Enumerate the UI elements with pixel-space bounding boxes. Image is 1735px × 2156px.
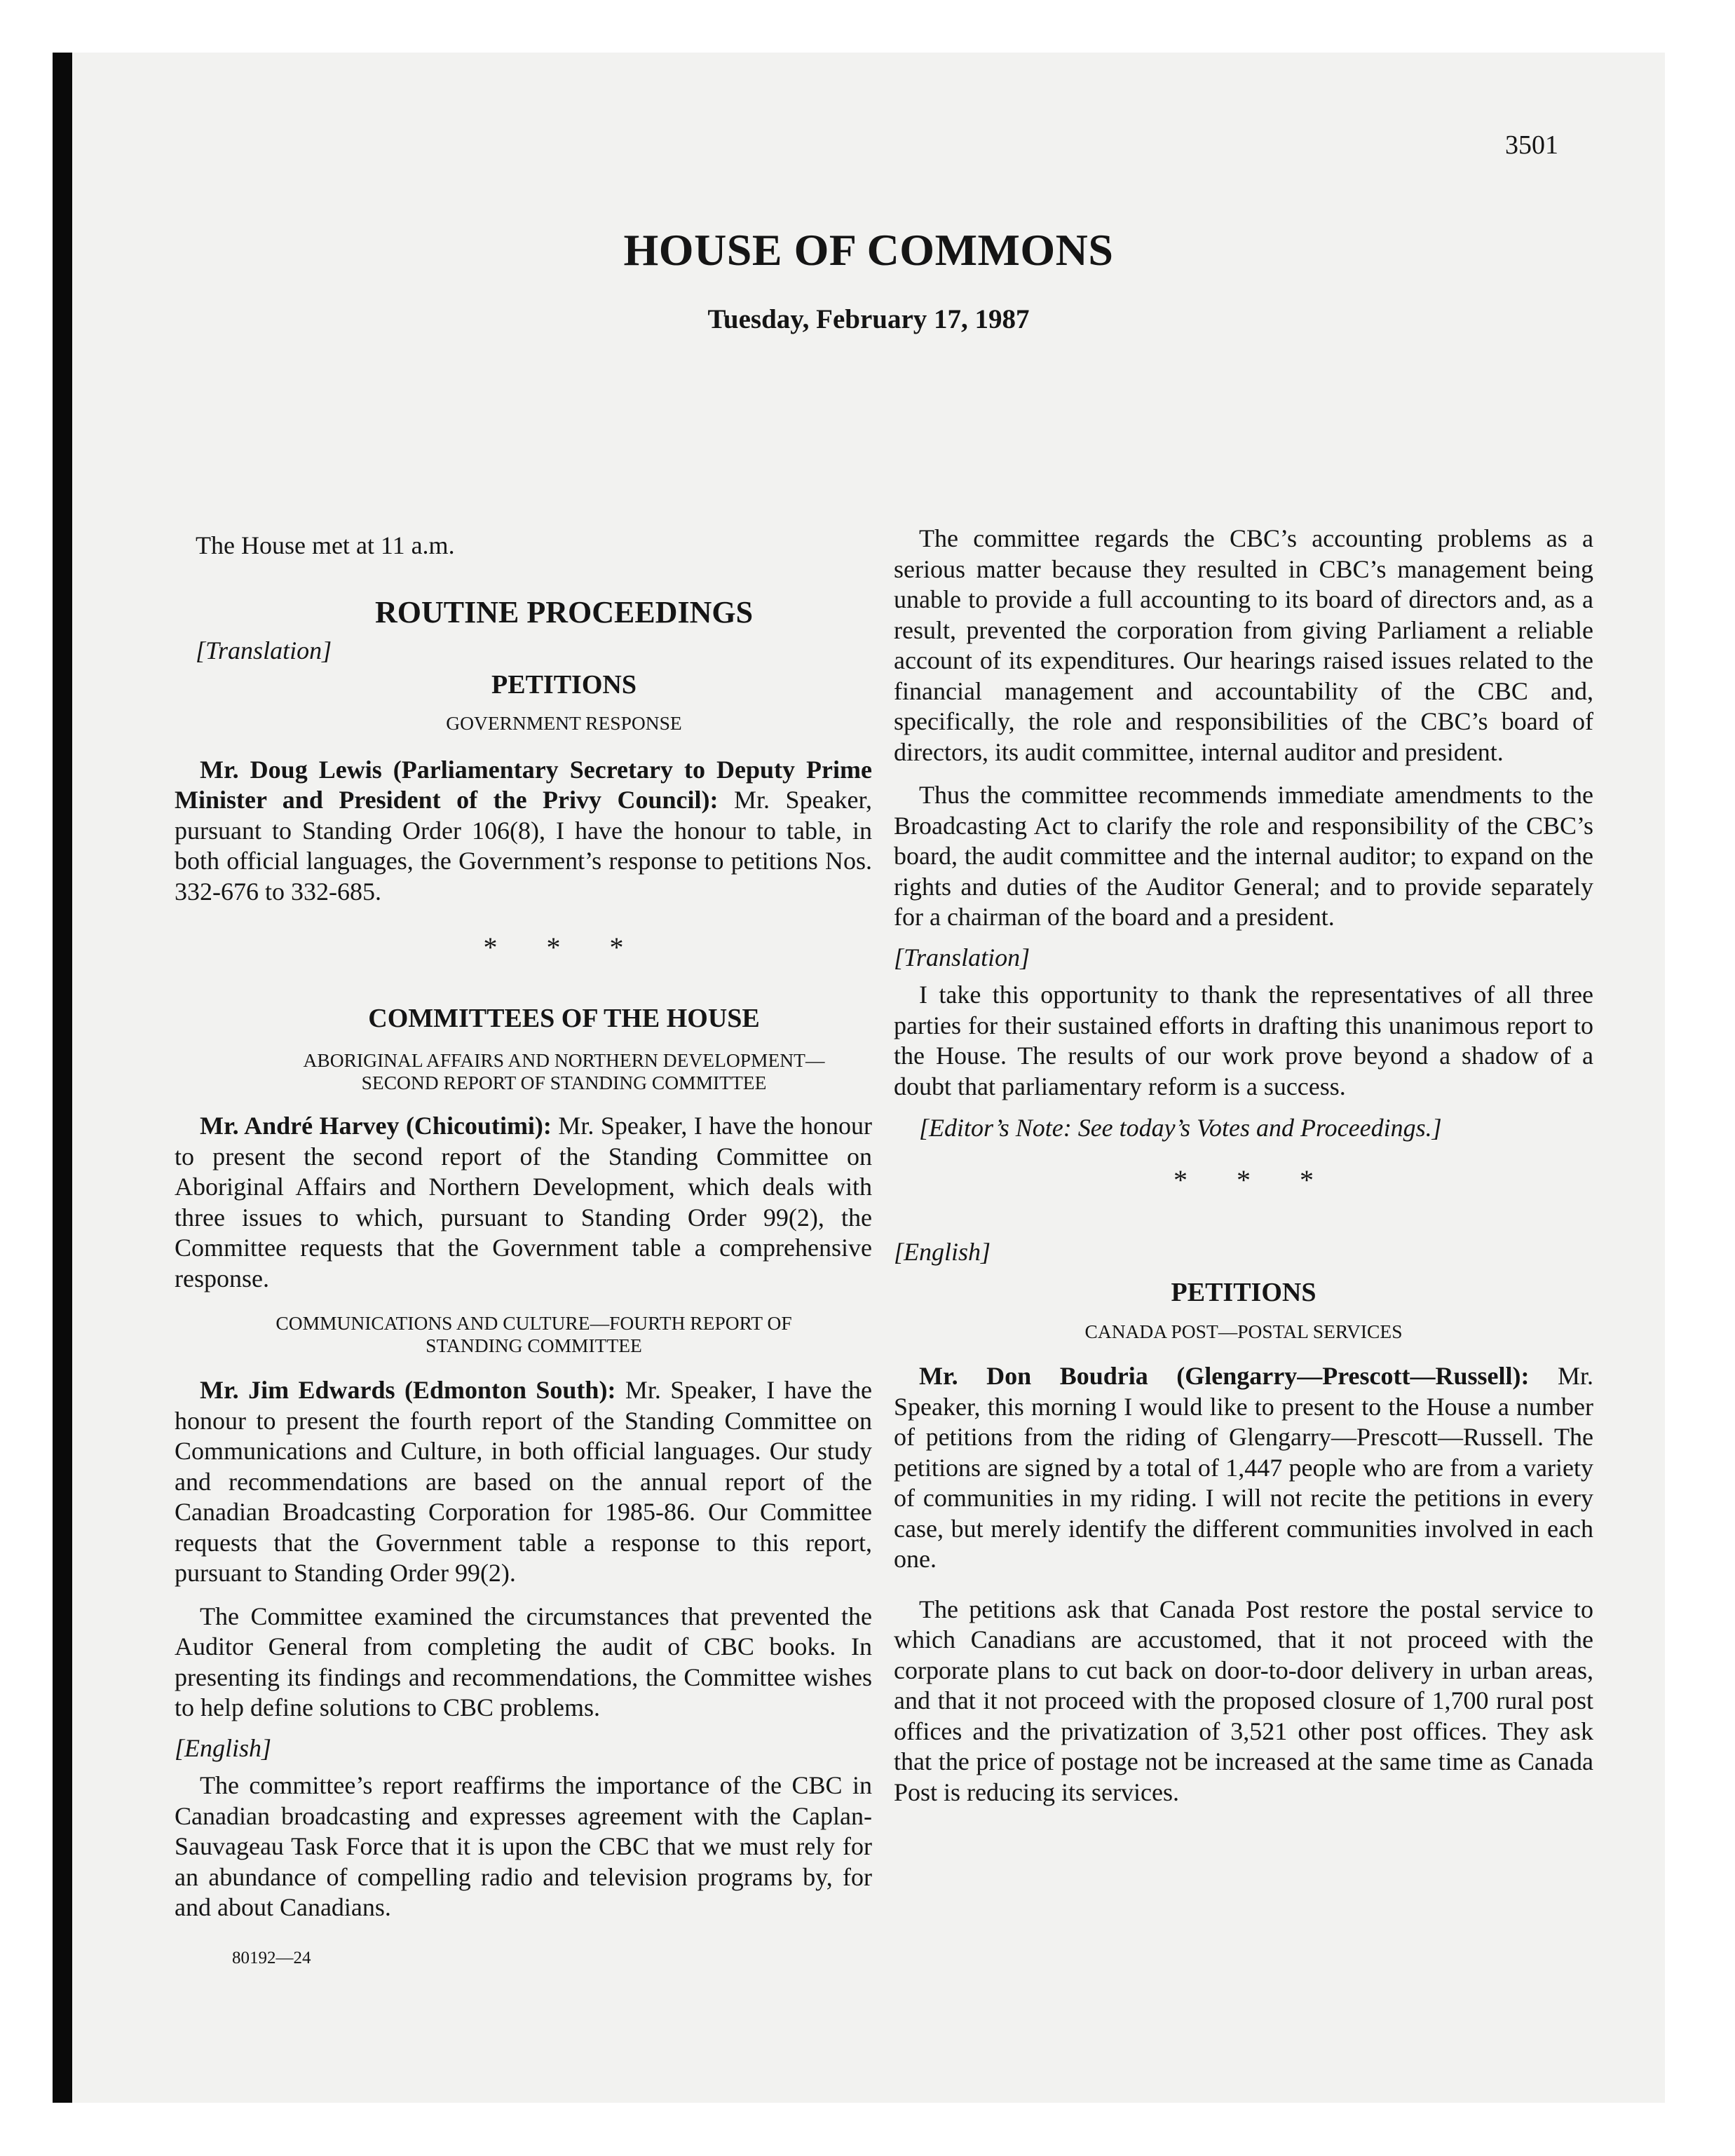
- house-met-line: The House met at 11 a.m.: [196, 531, 455, 559]
- statement-text: Mr. Speaker, I have the honour to present the second report of the Standing Committee on Aboriginal Affairs and Northern Development, which deals with three issues to which, pursuant to Standing Order 99(2), the Committee requests that the Government table a comprehensive response.: [175, 1112, 872, 1292]
- scan-border: [53, 53, 72, 2103]
- page-code: 80192—24: [232, 1949, 311, 1967]
- statement-text: Mr. Speaker, pursuant to Standing Order 106(8), I have the honour to table, in both official languages, the Government’s response to petitions Nos. 332-676 to 332-685.: [175, 786, 872, 906]
- committees-heading: COMMITTEES OF THE HOUSE: [368, 1003, 760, 1033]
- section-separator: * * *: [1173, 1164, 1335, 1196]
- accounting-paragraph: The committee regards the CBC’s accounting problems as a serious matter because they resulted in CBC’s management being unable to provide a full accounting to its board of directors and, as a result, prevented the corporation from giving Parliament a reliable account of its expenditures. Our hearings raised issues related to the financial management and accountability of the CBC and, specifically, the role and responsibilities of the CBC’s board of directors, its audit committee, internal auditor and president.: [894, 524, 1593, 766]
- section-separator: * * *: [483, 932, 645, 963]
- thanks-paragraph: I take this opportunity to thank the representatives of all three parties for their sustained efforts in drafting this unanimous report to the House. The results of our work prove beyond a shadow of a doubt that parliamentary reform is a success.: [894, 981, 1593, 1100]
- hansard-page: [72, 53, 1665, 2103]
- subheading-line: ABORIGINAL AFFAIRS AND NORTHERN DEVELOPMENT—: [303, 1049, 825, 1071]
- subheading-line: STANDING COMMITTEE: [426, 1335, 642, 1356]
- report-reaffirms-paragraph: The committee’s report reaffirms the importance of the CBC in Canadian broadcasting and expresses agreement with the Caplan-Sauvageau Task Force that it is upon the CBC that we must rely for an abundance of compelling radio and television programs by, for and about Canadians.: [175, 1771, 872, 1921]
- right-column: [894, 463, 1593, 1808]
- petitions-ask-paragraph: The petitions ask that Canada Post restore the postal service to which Canadians are accustomed, that it not proceed with the corporate plans to cut back on door-to-door delivery in urban areas, and that it not proceed with the proposed closure of 1,700 rural post offices and the privatization of 3,521 other post offices. They ask that the price of postage not be increased at the same time as Canada Post is reducing its services.: [894, 1595, 1593, 1806]
- committee-examined-paragraph: The Committee examined the circumstances that prevented the Auditor General from completing the audit of CBC books. In presenting its findings and recommendations, the Committee wishes to help define solutions to CBC problems.: [175, 1602, 872, 1721]
- petitions-heading: PETITIONS: [1171, 1277, 1316, 1307]
- edwards-statement: [175, 1375, 872, 1589]
- english-marker: [English]: [175, 1733, 272, 1762]
- translation-marker: [Translation]: [196, 636, 332, 664]
- subheading-line: SECOND REPORT OF STANDING COMMITTEE: [361, 1072, 767, 1093]
- harvey-statement: [175, 1111, 872, 1294]
- routine-proceedings-heading: ROUTINE PROCEEDINGS: [374, 594, 754, 629]
- lewis-statement: [175, 755, 872, 908]
- amendments-paragraph: Thus the committee recommends immediate amendments to the Broadcasting Act to clarify the role and responsibility of the CBC’s board, the audit committee and the internal auditor; to expand on the rights and duties of the Auditor General; and to provide separately for a chairman of the board and a president.: [894, 781, 1593, 931]
- government-response-subheading: GOVERNMENT RESPONSE: [446, 711, 682, 734]
- sitting-date: Tuesday, February 17, 1987: [707, 304, 1030, 334]
- statement-text: Mr. Speaker, this morning I would like to present to the House a number of petitions from the riding of Glengarry—Prescott—Russell. The petitions are signed by a total of 1,447 people who are from a variety of communities in my riding. I will not recite the petitions in every case, but merely identify the different communities involved in each one.: [894, 1362, 1593, 1573]
- speaker-name: Mr. André Harvey (Chicoutimi):: [200, 1112, 552, 1140]
- speaker-name: Mr. Doug Lewis (Parliamentary Secretary to Deputy Prime Minister and President of the Privy Council):: [175, 755, 872, 814]
- left-column: [175, 463, 872, 1923]
- speaker-name: Mr. Don Boudria (Glengarry—Prescott—Russell):: [919, 1362, 1530, 1390]
- subheading-line: COMMUNICATIONS AND CULTURE—FOURTH REPORT OF: [275, 1312, 792, 1334]
- petitions-heading: PETITIONS: [491, 670, 637, 700]
- statement-text: Mr. Speaker, I have the honour to present the fourth report of the Standing Committee on Communications and Culture, in both official languages. Our study and recommendations are based on the annual report of the Canadian Broadcasting Corporation for 1985-86. Our Committee requests that the Government table a response to this report, pursuant to Standing Order 99(2).: [175, 1376, 872, 1587]
- boudria-statement: [894, 1361, 1593, 1575]
- aboriginal-affairs-subheading: [175, 1049, 872, 1094]
- english-marker: [English]: [894, 1238, 991, 1266]
- speaker-name: Mr. Jim Edwards (Edmonton South):: [200, 1376, 616, 1404]
- canada-post-subheading: CANADA POST—POSTAL SERVICES: [1084, 1321, 1403, 1342]
- translation-marker: [Translation]: [894, 943, 1030, 971]
- page-title: HOUSE OF COMMONS: [623, 225, 1114, 275]
- communications-subheading: [175, 1312, 872, 1357]
- page-number: 3501: [1505, 130, 1558, 160]
- editors-note: [Editor’s Note: See today’s Votes and Proceedings.]: [919, 1114, 1442, 1142]
